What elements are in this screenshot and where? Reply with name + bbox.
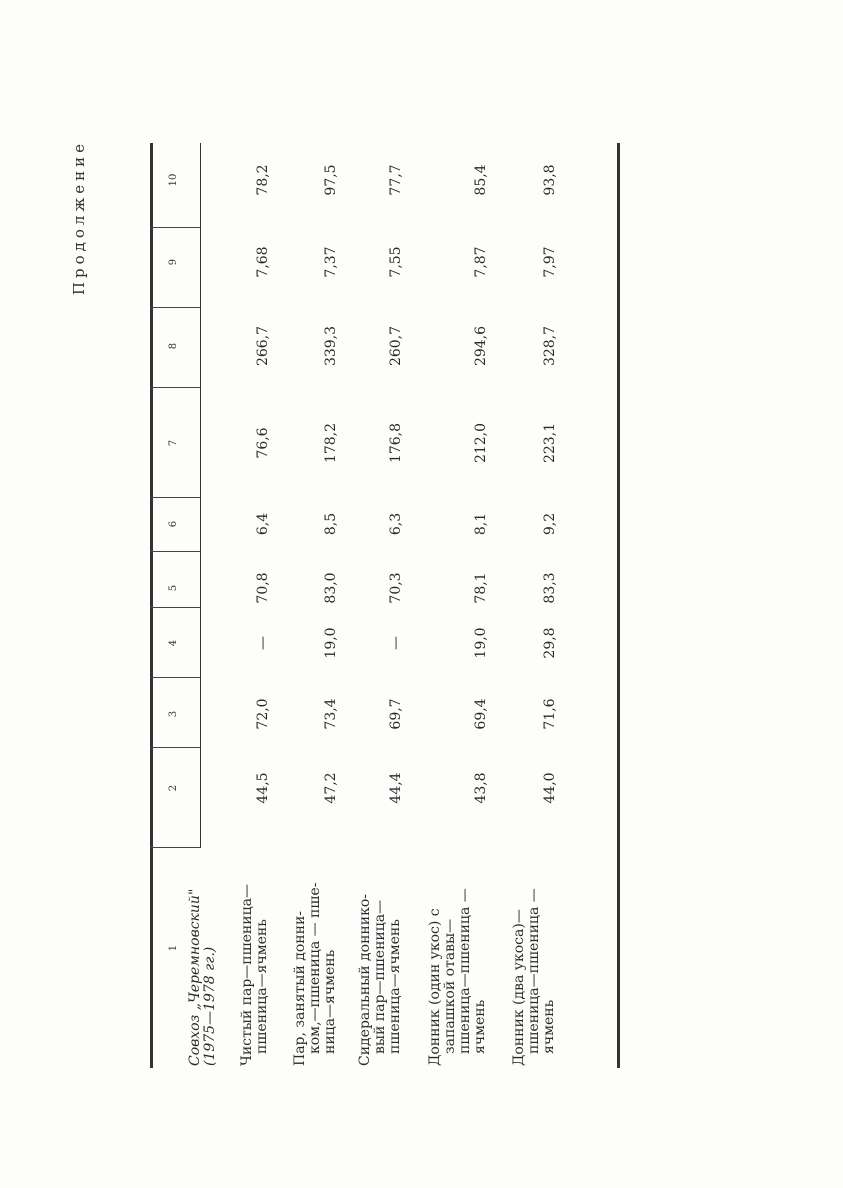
table-cell: 7,55 [388, 246, 404, 278]
table-cell: 266,7 [255, 325, 271, 367]
row-label-line: пшеница—ячмень [387, 919, 403, 1054]
table-cell: 260,7 [388, 325, 404, 367]
table-cell: 19,0 [323, 627, 339, 659]
row-label-line: ком,—пшеница — пше- [307, 882, 323, 1054]
table-cell: 6,4 [255, 512, 271, 536]
column-number-2: 2 [168, 784, 179, 792]
table-cell: 78,1 [473, 572, 489, 604]
table-bottom-rule [617, 143, 620, 1068]
row-label-line: пшеница—пшеница — [457, 888, 473, 1054]
header-column-divider [150, 677, 200, 678]
table-cell: 7,68 [255, 246, 271, 278]
table-cell: 70,8 [255, 572, 271, 604]
row-label-line: Сидеральный доннико- [357, 894, 373, 1066]
table-cell: 7,97 [542, 246, 558, 278]
row-label-line: ячмень [472, 999, 488, 1054]
table-cell: — [388, 636, 404, 650]
row-label-line: вый пар—пшеница— [372, 899, 388, 1054]
table-cell: 29,8 [542, 627, 558, 659]
table-cell: 70,3 [388, 572, 404, 604]
header-column-divider [150, 387, 200, 388]
table-cell: 77,7 [388, 164, 404, 196]
header-column-divider [150, 551, 200, 552]
column-number-3: 3 [168, 710, 179, 718]
column-number-8: 8 [168, 342, 179, 350]
table-cell: 8,1 [473, 512, 489, 536]
column-number-7: 7 [168, 439, 179, 447]
header-column-divider [150, 307, 200, 308]
header-column-divider [150, 847, 200, 848]
table-cell: 6,3 [388, 512, 404, 536]
table-cell: 83,3 [542, 572, 558, 604]
table-cell: 176,8 [388, 422, 404, 464]
table-cell: 97,5 [323, 164, 339, 196]
table-cell: — [255, 636, 271, 650]
table-cell: 294,6 [473, 325, 489, 367]
column-number-6: 6 [168, 520, 179, 528]
table-cell: 7,87 [473, 246, 489, 278]
header-bottom-rule [200, 143, 201, 848]
row-label-line: Донник (один укос) с [427, 908, 443, 1066]
header-column-divider [150, 747, 200, 748]
row-label-line: ячмень [541, 999, 557, 1054]
table-cell: 73,4 [323, 698, 339, 730]
table-cell: 328,7 [542, 325, 558, 367]
table-top-rule [150, 143, 153, 1068]
table-cell: 19,0 [473, 627, 489, 659]
column-number-5: 5 [168, 584, 179, 592]
row-label-line: Пар, занятый донни- [292, 910, 308, 1066]
table-cell: 83,0 [323, 572, 339, 604]
continuation-label: Продолжение [70, 140, 88, 296]
table-cell: 212,0 [473, 422, 489, 464]
table-cell: 223,1 [542, 422, 558, 464]
table-cell: 44,4 [388, 772, 404, 804]
group-title: Совхоз „Черемновский" [187, 888, 203, 1066]
row-label-line: Чистый пар—пшеница— [239, 884, 255, 1066]
header-column-divider [150, 497, 200, 498]
row-label-line: запашкой отавы— [442, 918, 458, 1054]
group-years: (1975—1978 гг.) [202, 946, 218, 1066]
column-number-9: 9 [168, 258, 179, 266]
table-cell: 44,5 [255, 772, 271, 804]
table-cell: 178,2 [323, 422, 339, 464]
table-cell: 9,2 [542, 512, 558, 536]
header-column-divider [150, 227, 200, 228]
table-cell: 72,0 [255, 698, 271, 730]
column-number-4: 4 [168, 639, 179, 647]
table-cell: 93,8 [542, 164, 558, 196]
column-number-10: 10 [168, 173, 179, 187]
table-cell: 43,8 [473, 772, 489, 804]
row-label-line: ница—ячмень [322, 949, 338, 1054]
row-label-line: пшеница—пшеница — [526, 888, 542, 1054]
table-cell: 339,3 [323, 325, 339, 367]
table-cell: 69,7 [388, 698, 404, 730]
table-cell: 71,6 [542, 698, 558, 730]
table-cell: 78,2 [255, 164, 271, 196]
table-cell: 47,2 [323, 772, 339, 804]
column-number-1: 1 [168, 944, 179, 952]
table-cell: 69,4 [473, 698, 489, 730]
table-cell: 76,6 [255, 427, 271, 459]
row-label-line: Донник (два укоса)— [511, 909, 527, 1066]
row-label-line: пшеница—ячмень [254, 919, 270, 1054]
table-cell: 8,5 [323, 512, 339, 536]
table-cell: 7,37 [323, 246, 339, 278]
table-cell: 85,4 [473, 164, 489, 196]
table-cell: 44,0 [542, 772, 558, 804]
